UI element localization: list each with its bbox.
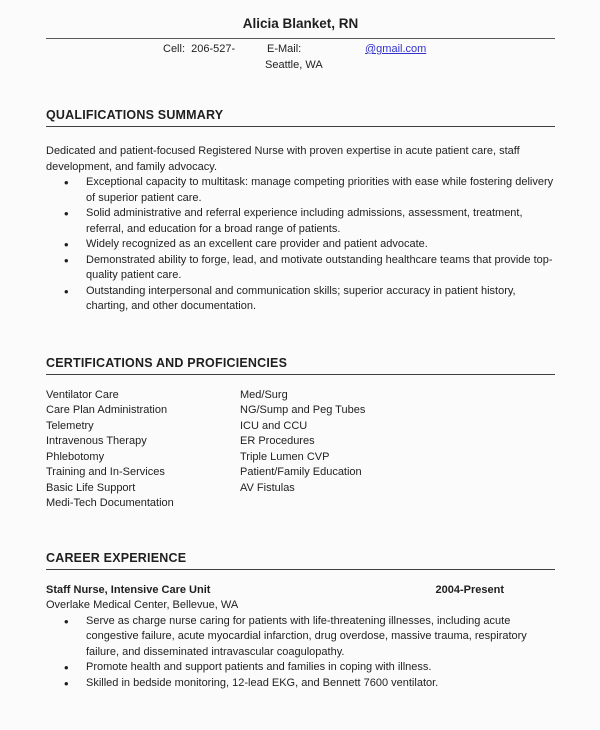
resume-name: Alicia Blanket, RN (46, 14, 555, 39)
qualification-bullet: • Demonstrated ability to forge, lead, and motivate outstanding healthcare teams that provide top-quality patient care. (86, 253, 555, 284)
certifications-columns (46, 388, 555, 512)
cert-item: Triple Lumen CVP (240, 450, 330, 463)
section-certifications (46, 355, 555, 512)
cert-item: ICU and CCU (240, 419, 308, 432)
cert-item: Phlebotomy (46, 450, 105, 463)
job-dates: 2004-Present (435, 583, 504, 596)
job-employer: Overlake Medical Center, Bellevue, WA (46, 599, 239, 611)
qualifications-intro: Dedicated and patient-focused Registered Nurse with proven expertise in acute patient care, staff development, and family advocacy. (46, 145, 520, 173)
email-link[interactable]: @gmail.com (365, 43, 427, 55)
cert-item: Telemetry (46, 419, 94, 432)
job-title: Staff Nurse, Intensive Care Unit (46, 583, 211, 596)
certifications-left-column (46, 388, 240, 512)
career-heading: CAREER EXPERIENCE (46, 550, 555, 570)
experience-bullet: • Skilled in bedside monitoring, 12-lead EKG, and Bennett 7600 ventilator. (86, 676, 555, 692)
cert-item: Med/Surg (240, 388, 288, 401)
experience-bullet-list (46, 614, 555, 692)
qualifications-bullet-list (46, 175, 555, 315)
cert-item: Ventilator Care (46, 388, 119, 401)
contact-cell: Cell: 206-527- (163, 43, 236, 55)
certifications-heading: CERTIFICATIONS AND PROFICIENCIES (46, 355, 555, 375)
contact-location: Seattle, WA (265, 59, 323, 71)
cert-item: AV Fistulas (240, 481, 295, 494)
experience-bullet: • Promote health and support patients and families in coping with illness. (86, 660, 555, 676)
contact-email-label: E-Mail: (267, 43, 302, 55)
qualification-bullet: • Exceptional capacity to multitask: manage competing priorities with ease while fostering delivery of superior patient care. (86, 175, 555, 206)
cert-item: ER Procedures (240, 435, 315, 447)
qualification-bullet: • Outstanding interpersonal and communication skills; superior accuracy in patient history, charting, and other documentation. (86, 284, 555, 315)
cert-item: Intravenous Therapy (46, 435, 147, 447)
contact-row (46, 42, 555, 58)
qualification-bullet: • Solid administrative and referral experience including admissions, assessment, treatment, referral, and education for a broad range of patients. (86, 206, 555, 237)
cert-item: Care Plan Administration (46, 404, 168, 416)
section-career (46, 550, 555, 692)
cert-item: Patient/Family Education (240, 466, 362, 478)
cert-item: NG/Sump and Peg Tubes (240, 404, 366, 416)
certifications-right-column (240, 388, 555, 512)
qualifications-heading: QUALIFICATIONS SUMMARY (46, 107, 555, 127)
cert-item: Training and In-Services (46, 466, 165, 478)
section-qualifications (46, 107, 555, 315)
cert-item: Basic Life Support (46, 481, 136, 494)
qualification-bullet: • Widely recognized as an excellent care provider and patient advocate. (86, 237, 555, 253)
job-header (46, 583, 555, 599)
experience-bullet: • Serve as charge nurse caring for patients with life-threatening illnesses, including acute congestive failure, acute myocardial infarction, drug overdose, massive trauma, respiratory failure, and disseminated intravascular coagulopathy. (86, 614, 555, 661)
cert-item: Medi-Tech Documentation (46, 497, 174, 509)
